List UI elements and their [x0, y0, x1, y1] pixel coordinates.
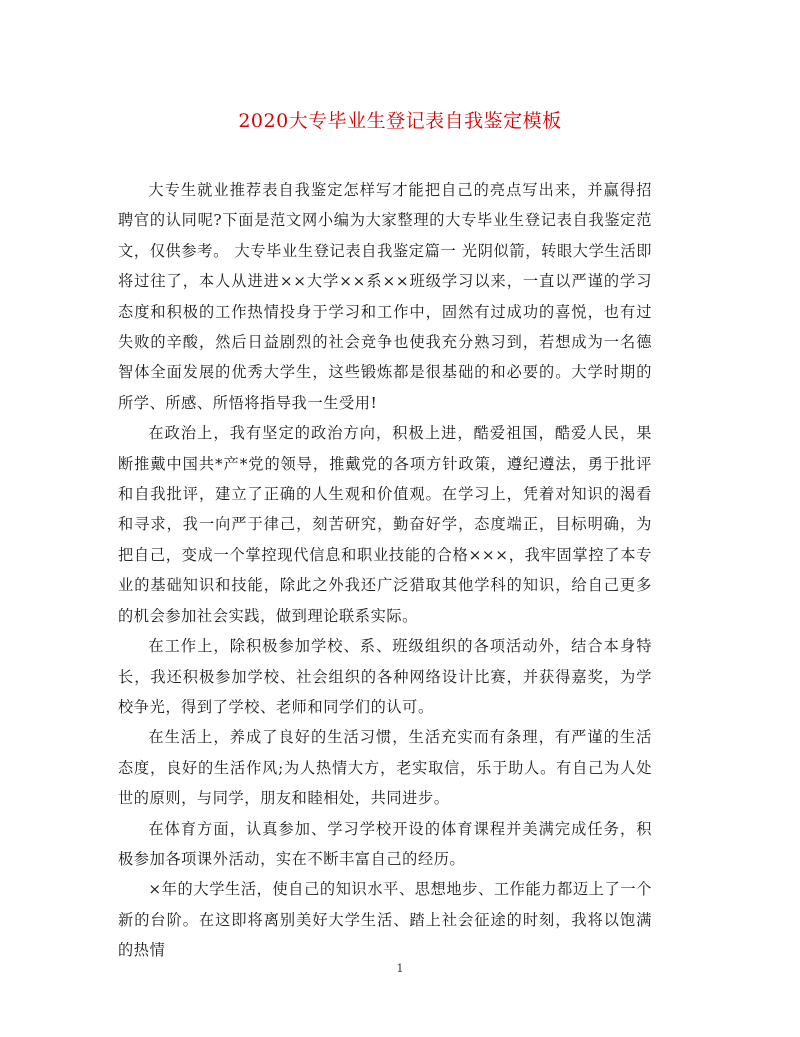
- paragraph-conclusion: ×年的大学生活，使自己的知识水平、思想地步、工作能力都迈上了一个新的台阶。在这即将离别美好大学生活、踏上社会征途的时刻，我将以饱满的热情: [118, 880, 652, 960]
- paragraph-politics-study: 在政治上，我有坚定的政治方向，积极上进，酷爱祖国，酷爱人民，果断推戴中国共*产*党的领导，推戴党的各项方针政策，遵纪遵法，勇于批评和自我批评，建立了正确的人生观和价值观。在学习上，凭着对知识的渴看和寻求，我一向严于律己，刻苦研究，勤奋好学，态度端正，目标明确，为把自己，变成一个掌控现代信息和职业技能的合格×××，我牢固掌控了本专业的基础知识和技能，除此之外我还广泛猎取其他学科的知识，给自己更多的机会参加社会实践，做到理论联系实际。: [118, 424, 652, 625]
- paragraph-intro: 大专生就业推荐表自我鉴定怎样写才能把自己的亮点写出来，并赢得招聘官的认同呢?下面是范文网小编为大家整理的大专毕业生登记表自我鉴定范文，仅供参考。 大专毕业生登记表自我鉴定篇一 光阴似箭，转眼大学生活即将过往了，本人从进进××大学××系××班级学习以来，一直以严谨的学习态度和积极的工作热情投身于学习和工作中，固然有过成功的喜悦，也有过失败的辛酸，然后日益剧烈的社会竞争也使我充分熟习到，若想成为一名德智体全面发展的优秀大学生，这些锻炼都是很基础的和必要的。大学时期的所学、所感、所悟将指导我一生受用!: [118, 181, 652, 412]
- page-number: 1: [396, 962, 404, 975]
- document-title: 2020大专毕业生登记表自我鉴定模板: [238, 110, 562, 132]
- document-body: [118, 175, 652, 966]
- paragraph-life: 在生活上，养成了良好的生活习惯，生活充实而有条理，有严谨的生活态度，良好的生活作风;为人热情大方，老实取信，乐于助人。有自己为人处世的原则，与同学，朋友和睦相处，共同进步。: [118, 728, 652, 808]
- paragraph-sports: 在体育方面，认真参加、学习学校开设的体育课程并美满完成任务，积极参加各项课外活动，实在不断丰富自己的经历。: [118, 819, 652, 868]
- paragraph-work: 在工作上，除积极参加学校、系、班级组织的各项活动外，结合本身特长，我还积极参加学校、社会组织的各种网络设计比赛，并获得嘉奖，为学校争光，得到了学校、老师和同学们的认可。: [118, 637, 652, 716]
